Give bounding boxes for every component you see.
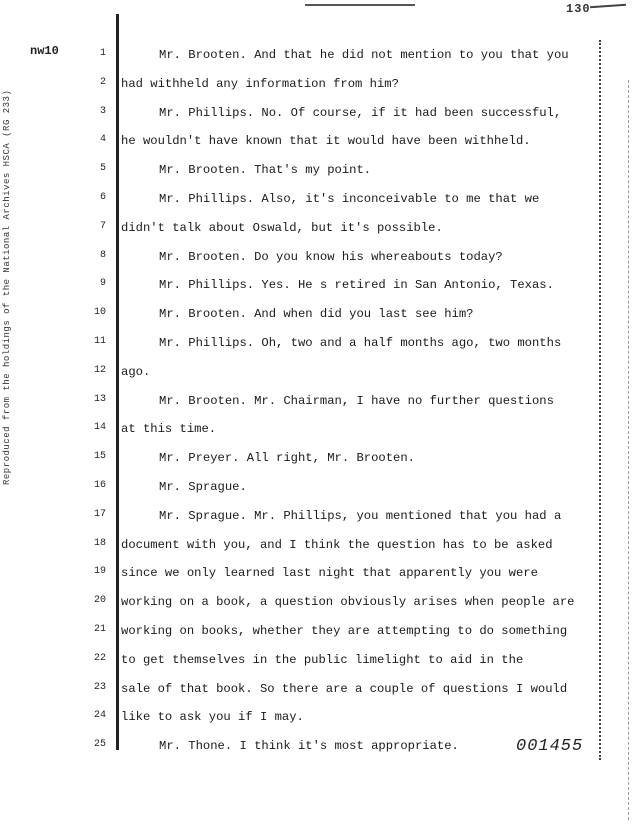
line-number: 21 <box>93 624 106 635</box>
line-number: 13 <box>93 393 106 405</box>
line-text: ago. <box>121 364 151 379</box>
line-number: 25 <box>93 739 106 751</box>
line-number: 3 <box>99 105 106 117</box>
transcript-line <box>0 275 638 295</box>
line-text: he wouldn't have known that it would have been withheld. <box>121 134 531 149</box>
line-text: Mr. Sprague. Mr. Phillips, you mentioned that you had a <box>159 508 562 523</box>
line-number: 5 <box>99 163 106 175</box>
line-text: Mr. Preyer. All right, Mr. Brooten. <box>159 451 415 466</box>
transcript-line <box>0 679 638 699</box>
line-number: 2 <box>99 76 106 88</box>
transcript-line <box>0 131 638 151</box>
transcript-line <box>0 160 638 180</box>
line-text: Mr. Brooten. Do you know his whereabouts today? <box>159 249 503 264</box>
transcript-line <box>0 362 638 382</box>
transcript-line <box>0 448 638 468</box>
line-text: had withheld any information from him? <box>121 76 399 91</box>
line-text: like to ask you if I may. <box>121 710 304 725</box>
line-text: Mr. Phillips. Oh, two and a half months ago, two months <box>159 336 562 350</box>
transcript-line <box>0 247 638 267</box>
transcript-line <box>0 592 638 612</box>
document-stamp: 001455 <box>516 737 584 756</box>
line-text: Mr. Brooten. And that he did not mention to you that you <box>159 48 569 62</box>
transcript-line <box>0 506 638 526</box>
line-text: didn't talk about Oswald, but it's possible. <box>121 220 443 235</box>
transcript-line <box>0 419 638 439</box>
line-text: Mr. Brooten. Mr. Chairman, I have no further questions <box>159 393 554 408</box>
transcript-line <box>0 477 638 497</box>
transcript-line <box>0 621 638 641</box>
line-text: Mr. Thone. I think it's most appropriate. <box>159 739 459 754</box>
line-number: 22 <box>93 652 106 664</box>
transcript-line <box>0 650 638 670</box>
line-number: 11 <box>93 336 106 347</box>
line-number: 9 <box>99 278 106 290</box>
line-number: 17 <box>93 508 106 520</box>
line-number: 20 <box>93 595 106 607</box>
corner-mark <box>590 4 626 9</box>
top-rule <box>305 4 415 6</box>
archive-side-note: Reproduced from the holdings of the National Archives HSCA (RG 233) <box>2 89 12 485</box>
transcript-line <box>0 218 638 238</box>
transcript-line <box>0 535 638 555</box>
line-number: 12 <box>93 364 106 376</box>
line-text: Mr. Brooten. And when did you last see him? <box>159 307 474 322</box>
line-text: Mr. Brooten. That's my point. <box>159 163 372 178</box>
line-text: Mr. Phillips. Also, it's inconceivable to me that we <box>159 192 540 206</box>
line-number: 24 <box>93 710 106 722</box>
line-number: 14 <box>93 422 106 434</box>
transcript-line <box>0 563 638 583</box>
line-number: 10 <box>93 307 106 319</box>
line-text: Mr. Phillips. Yes. He s retired in San Antonio, Texas. <box>159 278 554 293</box>
transcript-line <box>0 304 638 324</box>
transcript-line <box>0 45 638 65</box>
line-text: to get themselves in the public limelight to aid in the <box>121 652 524 667</box>
line-text: working on a book, a question obviously arises when people are <box>121 595 575 610</box>
line-number: 23 <box>93 681 106 693</box>
line-text: working on books, whether they are attempting to do something <box>121 624 568 638</box>
line-number: 15 <box>93 451 106 463</box>
line-number: 18 <box>93 537 106 549</box>
line-number: 4 <box>99 134 106 146</box>
transcript-line <box>0 333 638 353</box>
line-number: 19 <box>93 566 106 578</box>
line-number: 16 <box>93 480 106 491</box>
line-number: 6 <box>99 192 106 203</box>
line-number: 7 <box>99 220 106 232</box>
line-number: 1 <box>99 48 106 59</box>
transcript-line <box>0 189 638 209</box>
transcript-line <box>0 74 638 94</box>
line-text: since we only learned last night that apparently you were <box>121 566 538 581</box>
page-number: 130 <box>566 2 591 16</box>
transcript-line <box>0 391 638 411</box>
line-text: Mr. Phillips. No. Of course, if it had been successful, <box>159 105 562 120</box>
reporter-id: nw10 <box>30 44 59 58</box>
transcript-line <box>0 707 638 727</box>
transcript-line <box>0 103 638 123</box>
line-text: sale of that book. So there are a couple of questions I would <box>121 681 568 696</box>
line-number: 8 <box>99 249 106 261</box>
line-text: Mr. Sprague. <box>159 480 247 494</box>
line-text: document with you, and I think the question has to be asked <box>121 537 553 552</box>
line-text: at this time. <box>121 422 217 437</box>
